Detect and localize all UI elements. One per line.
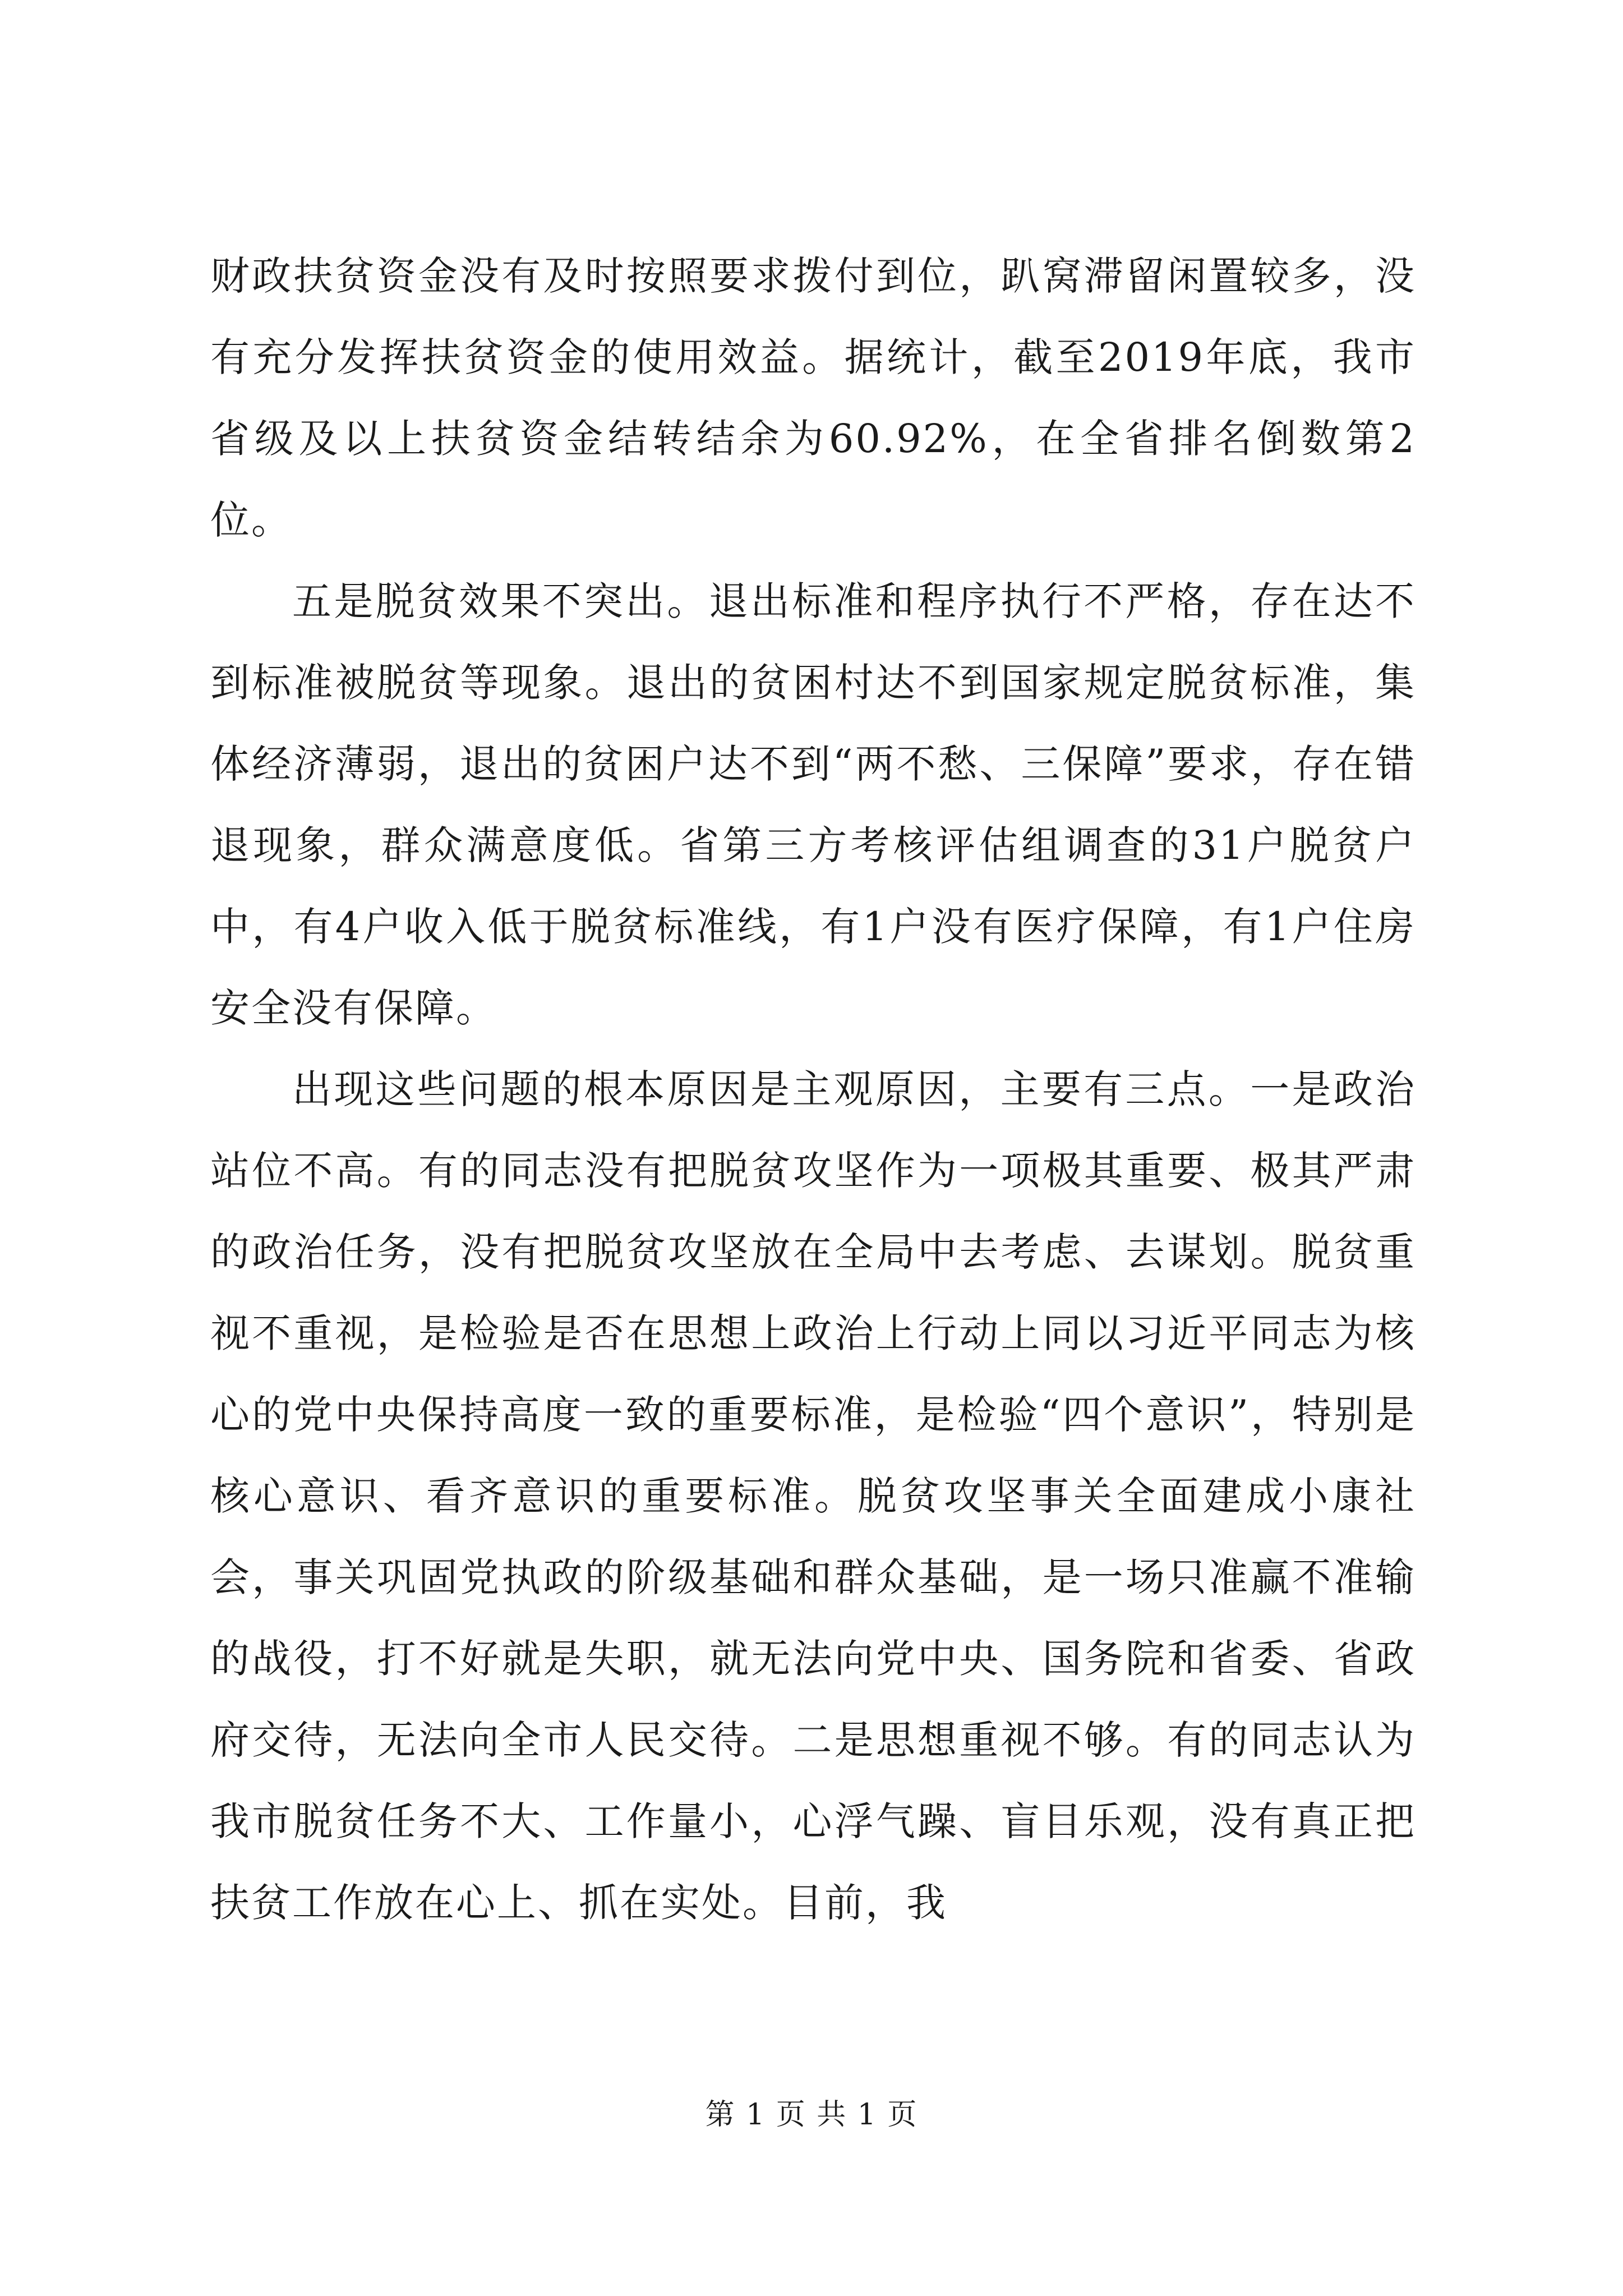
page-footer: 第 1 页 共 1 页	[705, 2098, 918, 2132]
paragraph-poverty-results: 五是脱贫效果不突出。退出标准和程序执行不严格，存在达不到标准被脱贫等现象。退出的贫困村达不到国家规定脱贫标准，集体经济薄弱，退出的贫困户达不到“两不愁、三保障”要求，存在错退现象，群众满意度低。省第三方考核评估组调查的31户脱贫户中，有4户收入低于脱贫标准线，有1户没有医疗保障，有1户住房安全没有保障。	[210, 578, 1416, 1031]
document-body	[210, 236, 1416, 1944]
paragraph-root-causes: 出现这些问题的根本原因是主观原因，主要有三点。一是政治站位不高。有的同志没有把脱贫攻坚作为一项极其重要、极其严肃的政治任务，没有把脱贫攻坚放在全局中去考虑、去谋划。脱贫重视不重视，是检验是否在思想上政治上行动上同以习近平同志为核心的党中央保持高度一致的重要标准，是检验“四个意识”，特别是核心意识、看齐意识的重要标准。脱贫攻坚事关全面建成小康社会，事关巩固党执政的阶级基础和群众基础，是一场只准赢不准输的战役，打不好就是失职，就无法向党中央、国务院和省委、省政府交待，无法向全市人民交待。二是思想重视不够。有的同志认为我市脱贫任务不大、工作量小，心浮气躁、盲目乐观，没有真正把扶贫工作放在心上、抓在实处。目前，我	[210, 1066, 1416, 1926]
paragraph-continuation: 财政扶贫资金没有及时按照要求拨付到位，趴窝滞留闲置较多，没有充分发挥扶贫资金的使用效益。据统计，截至2019年底，我市省级及以上扶贫资金结转结余为60.92%，在全省排名倒数第2位。	[210, 253, 1416, 543]
